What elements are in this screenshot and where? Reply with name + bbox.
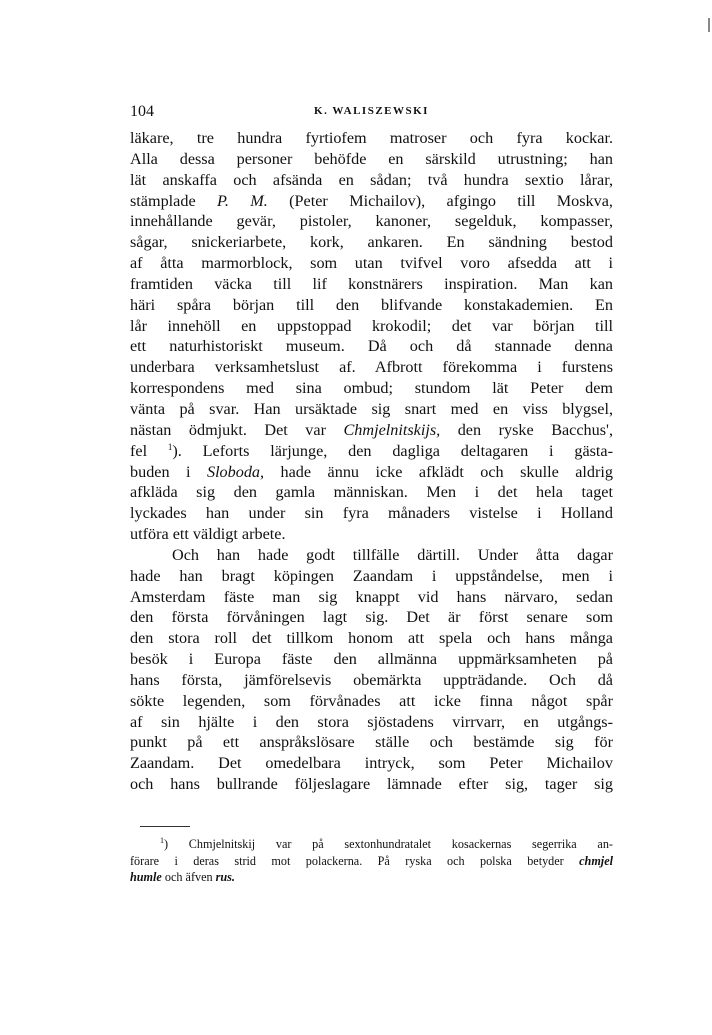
text-segment: förare i deras strid mot polackerna. På ryska och polska betyder <box>130 853 580 868</box>
scan-edge-mark <box>708 18 710 32</box>
text-line: hade han bragt köpingen Zaandam i uppståndelse, men i <box>130 566 613 585</box>
text-segment: ) Chmjelnitskij var på sextonhundratalet kosackernas segerrika an- <box>164 837 613 851</box>
text-line: Zaandam. Det omedelbara intryck, som Peter Michailov <box>130 754 613 773</box>
text-segment: nästan ödmjukt. Det var <box>130 420 344 439</box>
text-line: ett naturhistoriskt museum. Då och då stannade denna <box>130 337 613 356</box>
text-line <box>130 420 613 441</box>
text-line: vänta på svar. Han ursäktade sig snart med en viss blygsel, <box>130 399 613 418</box>
text-line <box>130 462 613 483</box>
running-head: K. WALISZEWSKI <box>314 105 429 117</box>
italic-text: P. M. <box>217 191 268 210</box>
footnote <box>130 836 613 886</box>
text-segment: hade ännu icke afklädt och skulle aldrig <box>264 462 613 481</box>
footnote-divider <box>140 826 190 827</box>
text-line: underbara verksamhetslust af. Afbrott förekomma i furstens <box>130 358 613 377</box>
text-segment: den ryske Bacchus', <box>440 420 613 439</box>
footnote-line <box>130 853 613 870</box>
text-line: korrespondens med sina ombud; stundom lät Peter dem <box>130 379 613 398</box>
text-line: Och han hade godt tillfälle därtill. Under åtta dagar <box>172 545 613 564</box>
footnote-ref: 1 <box>167 441 173 452</box>
footnote-line <box>130 869 613 886</box>
text-line: punkt på ett anspråkslösare ställe och bestämde sig för <box>130 733 613 752</box>
text-line: lyckades han under sin fyra månaders vistelse i Holland <box>130 504 613 523</box>
page-number: 104 <box>130 103 154 120</box>
text-line: lät anskaffa och afsända en sådan; två hundra sextio lårar, <box>130 170 613 189</box>
text-line: Amsterdam fäste man sig knappt vid hans närvaro, sedan <box>130 587 613 606</box>
text-line: framtiden väcka till lif konstnärers inspiration. Man kan <box>130 274 613 293</box>
text-segment: fel <box>130 441 168 460</box>
italic-text: chmjel <box>579 853 613 868</box>
text-line: sågar, snickeriarbete, kork, ankaren. En sändning bestod <box>130 233 613 252</box>
page-header <box>130 103 613 123</box>
text-line: och hans bullrande följeslagare lämnade efter sig, tager sig <box>130 775 613 794</box>
footnote-line <box>130 836 613 853</box>
text-segment: buden i <box>130 462 207 481</box>
text-line <box>130 191 613 212</box>
text-line: utföra ett väldigt arbete. <box>130 525 286 544</box>
text-segment: (Peter Michailov), afgingo till Moskva, <box>267 191 613 210</box>
italic-text: Chmjelnitskijs, <box>343 420 441 439</box>
text-line: lår innehöll en uppstoppad krokodil; det var början till <box>130 316 613 335</box>
text-segment: stämplade <box>130 191 218 210</box>
text-line: afkläda sig den gamla människan. Men i det hela taget <box>130 483 613 502</box>
body-text <box>130 128 613 795</box>
text-line: Alla dessa personer behöfde en särskild utrustning; han <box>130 149 613 168</box>
text-segment: och äfven <box>161 870 216 884</box>
text-line: den första förvåningen lagt sig. Det är först senare som <box>130 608 613 627</box>
text-line <box>130 441 613 462</box>
text-line: läkare, tre hundra fyrtiofem matroser och fyra kockar. <box>130 129 613 147</box>
text-line: häri spåra början till den blifvande konstakademien. En <box>130 295 613 314</box>
text-line: hans första, jämförelsevis obemärkta uppträdande. Och då <box>130 670 613 689</box>
text-line: den stora roll det tillkom honom att spela och hans många <box>130 629 613 648</box>
italic-text: rus. <box>215 870 235 884</box>
italic-text: Sloboda, <box>206 462 265 481</box>
text-line: innehållande gevär, pistoler, kanoner, segelduk, kompasser, <box>130 212 613 231</box>
text-line: af åtta marmorblock, som utan tvifvel voro afsedda att i <box>130 254 613 273</box>
italic-text: humle <box>130 870 162 884</box>
text-line: af sin hjälte i den stora sjöstadens virrvarr, en utgångs- <box>130 712 613 731</box>
text-line: sökte legenden, som förvånades att icke finna något spår <box>130 691 613 710</box>
footnote-marker: 1 <box>160 836 164 845</box>
text-line: besök i Europa fäste den allmänna uppmärksamheten på <box>130 650 613 669</box>
text-segment: ). Leforts lärjunge, den dagliga deltagaren i gästa- <box>172 441 613 460</box>
